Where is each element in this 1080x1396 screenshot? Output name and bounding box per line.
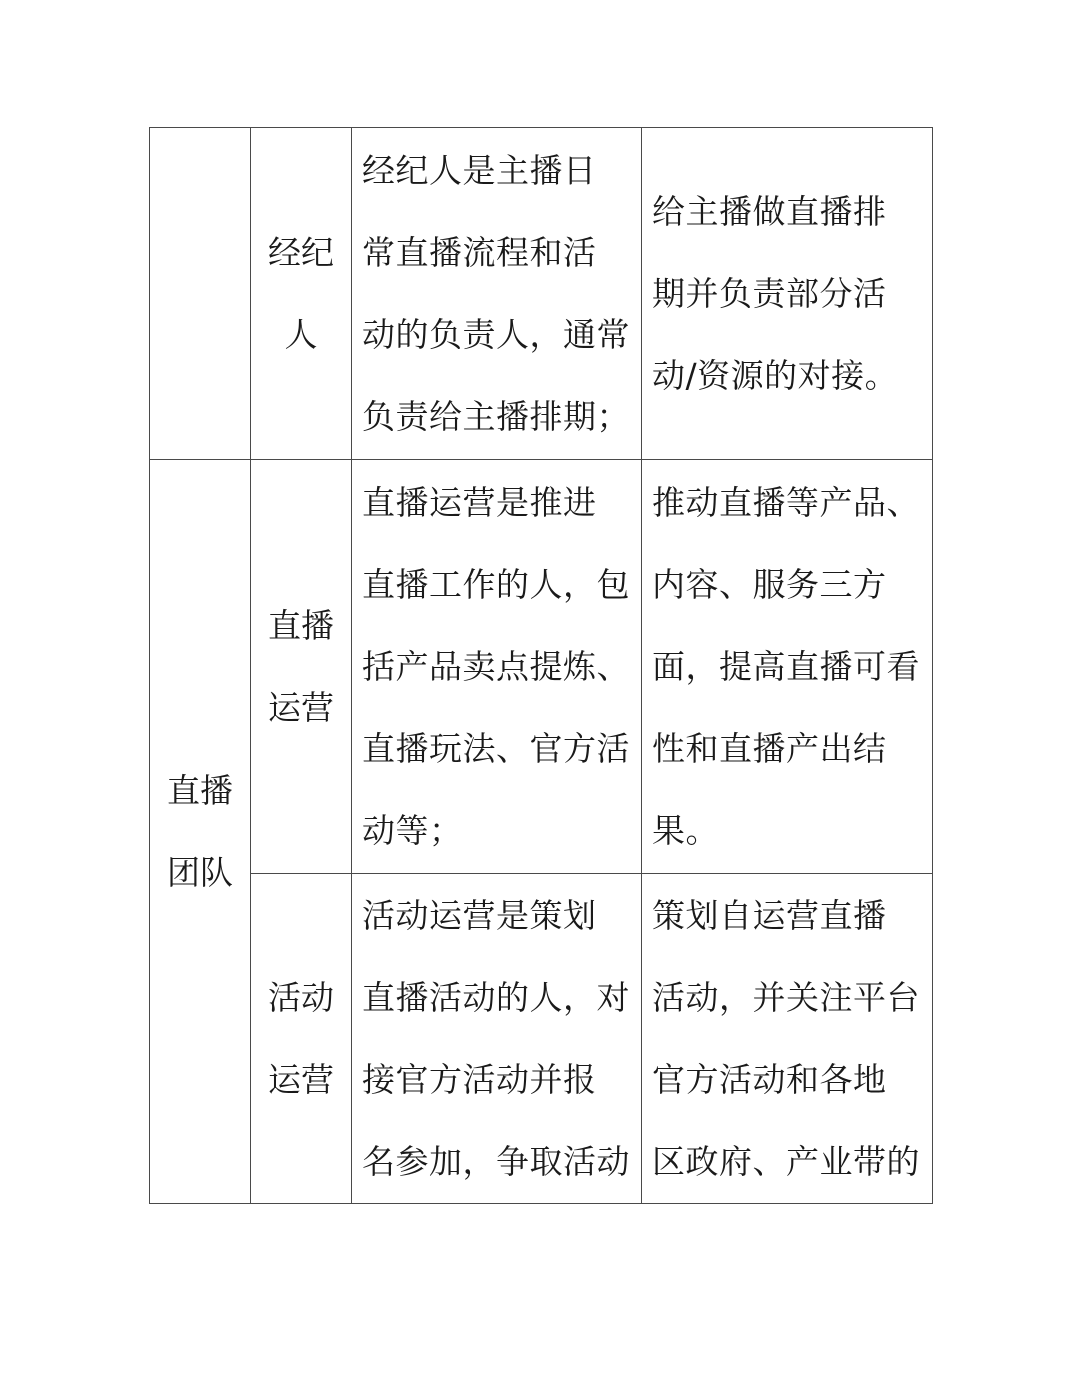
group-line: 直播 bbox=[167, 770, 233, 810]
duty-cell bbox=[642, 128, 933, 460]
document-table-container bbox=[149, 127, 932, 1203]
role-line: 运营 bbox=[268, 1059, 334, 1099]
description-line: 经纪人是主播日 bbox=[362, 150, 597, 190]
group-cell bbox=[150, 460, 251, 1204]
role-line: 人 bbox=[284, 314, 318, 354]
role-line: 经纪 bbox=[268, 232, 334, 272]
duty-line: 推动直播等产品、 bbox=[652, 482, 920, 522]
duty-line: 动/资源的对接。 bbox=[652, 355, 899, 395]
description-line: 名参加，争取活动 bbox=[362, 1141, 630, 1181]
duty-cell bbox=[642, 874, 933, 1204]
description-line: 直播工作的人，包 bbox=[362, 564, 630, 604]
duty-line: 策划自运营直播 bbox=[652, 895, 887, 935]
description-line: 动等； bbox=[362, 810, 463, 850]
description-cell bbox=[352, 128, 642, 460]
table-row bbox=[150, 460, 933, 874]
description-line: 常直播流程和活 bbox=[362, 232, 597, 272]
duty-line: 内容、服务三方 bbox=[652, 564, 887, 604]
roles-table bbox=[149, 127, 933, 1204]
role-cell bbox=[251, 874, 352, 1204]
duty-line: 期并负责部分活 bbox=[652, 273, 887, 313]
description-line: 负责给主播排期； bbox=[362, 396, 630, 436]
duty-line: 区政府、产业带的 bbox=[652, 1141, 920, 1181]
duty-line: 果。 bbox=[652, 810, 719, 850]
description-line: 直播活动的人，对 bbox=[362, 977, 630, 1017]
duty-line: 性和直播产出结 bbox=[652, 728, 887, 768]
duty-line: 活动，并关注平台 bbox=[652, 977, 920, 1017]
duty-line: 官方活动和各地 bbox=[652, 1059, 887, 1099]
description-line: 直播运营是推进 bbox=[362, 482, 597, 522]
duty-line: 面，提高直播可看 bbox=[652, 646, 920, 686]
duty-cell bbox=[642, 460, 933, 874]
table-row bbox=[150, 128, 933, 460]
group-cell-empty bbox=[150, 128, 251, 460]
description-line: 括产品卖点提炼、 bbox=[362, 646, 630, 686]
table-row bbox=[150, 874, 933, 1204]
role-cell bbox=[251, 128, 352, 460]
role-line: 直播 bbox=[268, 605, 334, 645]
role-line: 活动 bbox=[268, 977, 334, 1017]
duty-line: 给主播做直播排 bbox=[652, 191, 887, 231]
description-line: 活动运营是策划 bbox=[362, 895, 597, 935]
group-line: 团队 bbox=[167, 852, 233, 892]
role-cell bbox=[251, 460, 352, 874]
description-line: 接官方活动并报 bbox=[362, 1059, 597, 1099]
description-cell bbox=[352, 460, 642, 874]
description-cell bbox=[352, 874, 642, 1204]
description-line: 直播玩法、官方活 bbox=[362, 728, 630, 768]
description-line: 动的负责人，通常 bbox=[362, 314, 630, 354]
role-line: 运营 bbox=[268, 687, 334, 727]
